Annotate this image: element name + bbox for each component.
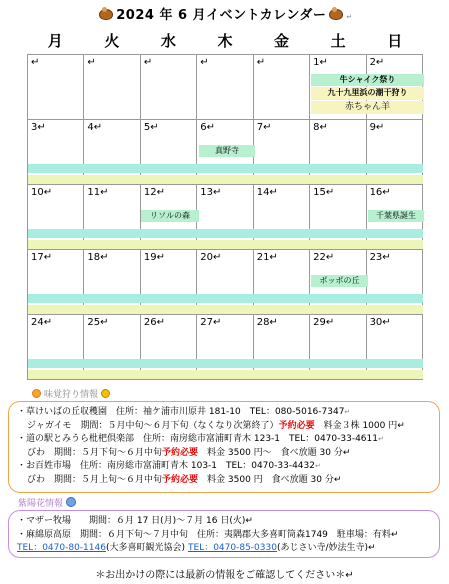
fruit-section-title <box>32 387 110 400</box>
day-number: 21↵ <box>256 252 278 263</box>
page-title <box>0 4 449 23</box>
highlight-band <box>28 175 423 184</box>
hydrangea-info-box <box>8 510 440 558</box>
day-number: 13↵ <box>200 187 222 198</box>
highlight-band <box>28 240 423 249</box>
weekday-wed: 水 <box>160 32 176 50</box>
day-number: 15↵ <box>313 187 335 198</box>
paragraph-mark: ↵ <box>346 13 353 21</box>
paragraph-mark: ↵ <box>377 435 384 443</box>
hydrangea-line-2: ・麻綿原高原 期間：６月下旬～７月中旬 住所：夷隅郡大多喜町筒森1749 駐車場：有料↵ <box>17 529 399 540</box>
weekday-fri: 金 <box>274 32 290 50</box>
day-number: ↵ <box>256 57 266 68</box>
tel-note-2: (あじさい寺/妙法生寺)↵ <box>276 543 376 553</box>
calendar-day <box>28 55 84 120</box>
fruit-line <box>17 474 431 488</box>
day-number: 26↵ <box>143 317 165 328</box>
day-number: ↵ <box>143 57 153 68</box>
day-number: 7↵ <box>256 122 272 133</box>
fruit-line <box>17 406 431 420</box>
day-number: 3↵ <box>31 122 46 133</box>
fruit-price: 料金 3500 円 食べ放題 30 分↵ <box>198 474 342 485</box>
highlight-band <box>28 229 423 238</box>
day-number: 28↵ <box>256 317 278 328</box>
day-number: 25↵ <box>87 317 109 328</box>
footer-note: ＊お出かけの際には最新の情報をご確認してください＊↵ <box>95 570 354 581</box>
fruit-period: びわ 期間：５月上旬～６月中旬 <box>27 474 163 485</box>
day-number: 29↵ <box>313 317 335 328</box>
calendar-week <box>28 55 423 120</box>
reservation-required: 予約必要 <box>162 474 199 485</box>
weekday-mon: 月 <box>47 32 63 50</box>
calendar-day <box>84 55 140 120</box>
event-ushi-festival: 牛シャイク祭り <box>311 74 424 86</box>
hydrangea-icon <box>66 497 76 507</box>
day-number: 8↵ <box>313 122 328 133</box>
day-number: 18↵ <box>87 252 109 263</box>
fruit-period: びわ 期間：５月下旬～６月中旬 <box>27 447 163 458</box>
title-text: 2024 年 6 月イベントカレンダー <box>116 8 327 23</box>
day-number: 5↵ <box>143 122 159 133</box>
tel-note-1: (大多喜町観光協会) <box>105 543 185 553</box>
fruit-line <box>17 420 431 434</box>
fruit-line <box>17 433 431 447</box>
highlight-band <box>28 294 423 303</box>
calendar-week <box>28 250 423 315</box>
fruit-line <box>17 447 431 461</box>
weekday-tue: 火 <box>104 32 120 50</box>
day-number: 22↵ <box>313 252 335 263</box>
paragraph-mark: ↵ <box>314 462 321 470</box>
highlight-band <box>28 164 423 173</box>
day-number: 16↵ <box>369 187 391 198</box>
highlight-band <box>28 370 423 379</box>
hydrangea-line-3 <box>17 542 431 556</box>
fruit-section-title-text: 味覚狩り情報 <box>44 390 99 400</box>
highlight-band <box>28 305 423 314</box>
day-number: 10↵ <box>31 187 53 198</box>
calendar-day <box>141 55 197 120</box>
tel-link-1[interactable]: TEL：0470-80-1146 <box>17 543 106 553</box>
day-number: 1↵ <box>313 57 328 68</box>
day-number: 24↵ <box>31 317 53 328</box>
hydrangea-section-title <box>18 496 76 509</box>
day-number: 9↵ <box>369 122 385 133</box>
calendar-week <box>28 315 423 380</box>
reservation-required: 予約必要 <box>278 420 315 431</box>
hydrangea-section-title-text: 紫陽花情報 <box>18 499 64 509</box>
fruit-line <box>17 460 431 474</box>
day-number: 11↵ <box>87 187 109 198</box>
fruit-icon <box>101 389 110 398</box>
fruit-info-box <box>8 401 440 493</box>
hydrangea-line-1: ・マザー牧場 期間：６月 17 日(月)～７月 16 日(火)↵ <box>17 516 253 526</box>
day-number: 17↵ <box>31 252 53 263</box>
calendar-grid <box>27 54 423 380</box>
weekday-header <box>27 30 423 51</box>
day-number: ↵ <box>200 57 209 68</box>
paragraph-mark: ↵ <box>344 408 351 416</box>
day-number: 27↵ <box>200 317 222 328</box>
day-number: 19↵ <box>143 252 165 263</box>
fruit-farm-1: ・草けいばの丘収穫園 住所：袖ケ浦市川原井 181-10 TEL：080-5016-7347 <box>17 407 345 417</box>
fruit-farm-3: ・お百姓市場 住所：南房総市富浦町青木 103-1 TEL：0470-33-4432 <box>17 461 315 471</box>
calendar-week <box>28 185 423 250</box>
day-number: ↵ <box>87 57 96 68</box>
event-poppo-hill: ポッポの丘 <box>311 275 368 287</box>
weekday-sun: 日 <box>387 32 403 50</box>
squirrel-icon <box>329 9 343 20</box>
day-number: 14↵ <box>256 187 278 198</box>
event-clam-digging: 九十九里浜の潮干狩り <box>311 87 424 100</box>
fruit-price: 料金３株 1000 円↵ <box>314 420 405 431</box>
event-baby-sheep: 赤ちゃん羊 <box>311 101 424 114</box>
day-number: 4↵ <box>87 122 103 133</box>
event-chiba-birthday: 千葉県誕生 <box>368 210 424 222</box>
calendar-week <box>28 120 423 185</box>
reservation-required: 予約必要 <box>162 447 199 458</box>
weekday-sat: 土 <box>330 32 346 50</box>
tel-link-2[interactable]: TEL：0470-85-0330 <box>188 543 277 553</box>
day-number: 23↵ <box>369 252 391 263</box>
event-risoru-forest: リソルの森 <box>141 210 199 222</box>
fruit-period: ジャガイモ 期間：５月中旬～６月下旬（なくなり次第終了） <box>27 420 279 431</box>
calendar-day <box>254 55 310 120</box>
event-mano-temple: 真野寺 <box>199 145 255 157</box>
fruit-price: 料金 3500 円～ 食べ放題 30 分↵ <box>198 447 351 458</box>
calendar-day <box>197 55 253 120</box>
day-number: 2↵ <box>369 57 385 68</box>
day-number: 12↵ <box>143 187 165 198</box>
day-number: 30↵ <box>369 317 391 328</box>
day-number: 6↵ <box>200 122 216 133</box>
fruit-farm-2: ・道の駅とみうら枇杷倶楽部 住所：南房総市富浦町青木 123-1 TEL：0470-33-4611 <box>17 434 378 444</box>
highlight-band <box>28 359 423 368</box>
sun-icon <box>32 389 41 398</box>
day-number: ↵ <box>31 57 40 68</box>
squirrel-icon <box>99 9 113 20</box>
day-number: 20↵ <box>200 252 222 263</box>
weekday-thu: 木 <box>217 32 233 50</box>
